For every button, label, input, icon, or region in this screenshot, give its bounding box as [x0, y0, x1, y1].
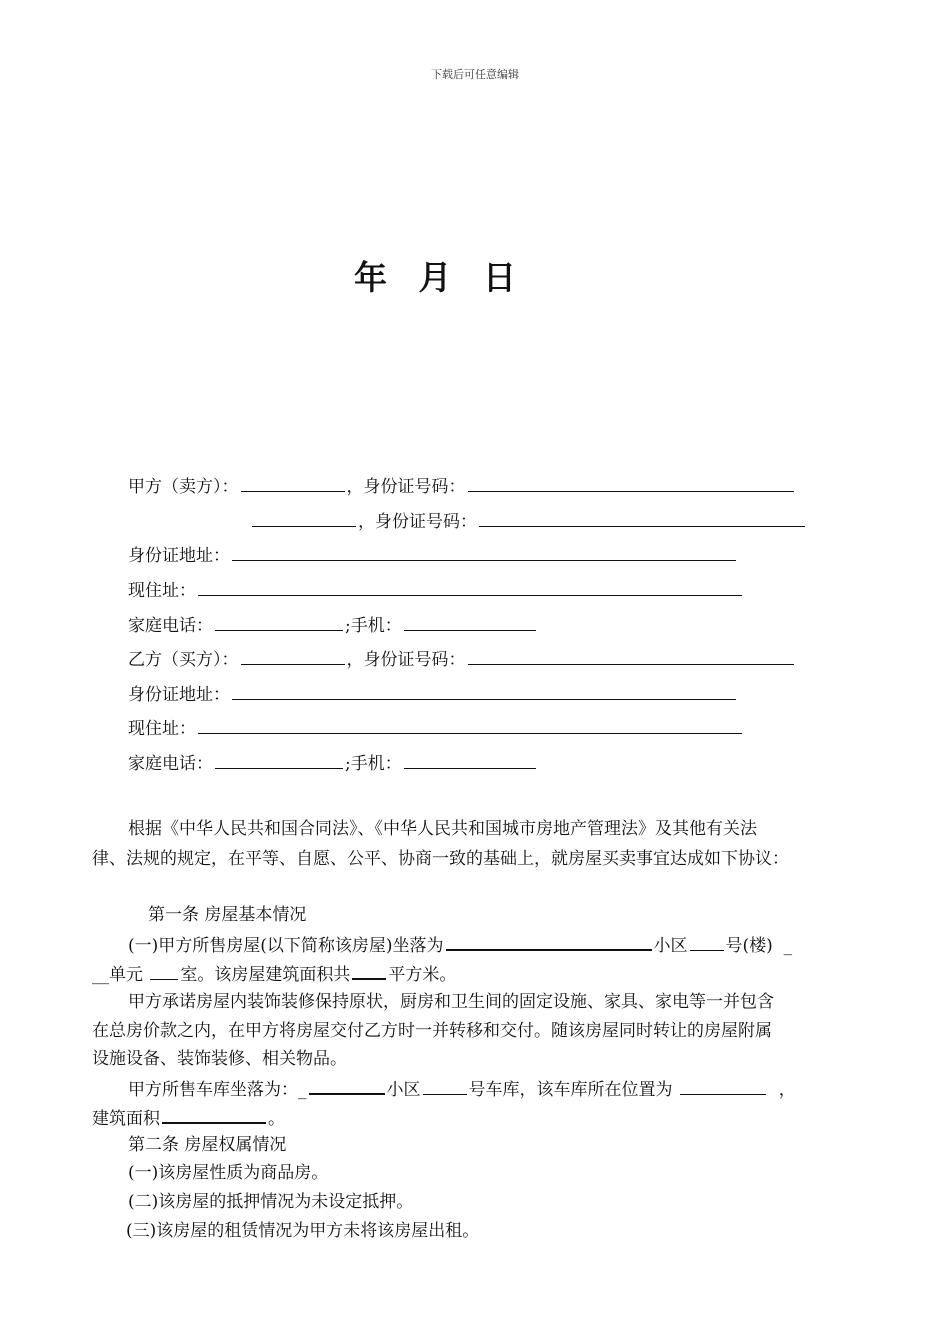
article1-garage-number-blank: [423, 1078, 467, 1095]
article1-garage-area-blank: [162, 1106, 266, 1124]
article1-p1-b: 小区: [653, 936, 688, 956]
article1-p1-a: (一)甲方所售房屋(以下简称该房屋)坐落为: [128, 936, 444, 956]
seller-name-blank: [241, 475, 345, 492]
article1-p6: [128, 1077, 796, 1101]
seller-phone-blank: [215, 614, 343, 631]
article1-p7: [92, 1106, 285, 1130]
seller-name2-blank: [252, 510, 356, 527]
article1-p6-e: ，: [778, 1080, 796, 1100]
article2-item3: (三)该房屋的租赁情况为甲方未将该房屋出租。: [126, 1221, 480, 1241]
seller-name2-line: [250, 510, 807, 533]
article1-p6-c: 小区: [386, 1080, 421, 1100]
article1-garage-position-blank: [680, 1078, 766, 1095]
article1-p6-d: 号车库，该车库所在位置为: [468, 1080, 673, 1100]
article2-item1: (一)该房屋性质为商品房。: [128, 1163, 329, 1183]
buyer-current-line: [128, 717, 744, 740]
buyer-current-blank: [198, 717, 742, 734]
intro-line-2: 律、法规的规定，在平等、自愿、公平、协商一致的基础上，就房屋买卖事宜达成如下协议：: [92, 849, 789, 869]
seller-label: 甲方（卖方）：: [128, 477, 239, 497]
seller-address-label: 身份证地址：: [128, 546, 230, 566]
article1-p7-b: 。: [268, 1109, 285, 1129]
seller-name-line: [128, 475, 796, 498]
seller-address-line: [128, 544, 738, 567]
article2-item2: (二)该房屋的抵押情况为未设定抵押。: [128, 1192, 414, 1212]
article1-p6-a: 甲方所售车库坐落为：: [128, 1080, 298, 1100]
seller-id2-blank: [479, 510, 805, 527]
article1-area-blank: [352, 962, 386, 980]
buyer-id-label: ，身份证号码：: [346, 650, 466, 670]
buyer-current-label: 现住址：: [128, 719, 196, 739]
buyer-phone-line: [128, 752, 538, 775]
buyer-address-line: [128, 683, 738, 706]
article1-p6-b: _: [298, 1080, 307, 1100]
buyer-address-blank: [232, 683, 736, 700]
buyer-address-label: 身份证地址：: [128, 685, 230, 705]
seller-id-label: ，身份证号码：: [346, 477, 466, 497]
article1-p2: [92, 962, 456, 986]
seller-mobile-blank: [404, 614, 536, 631]
article1-location-blank: [446, 933, 652, 951]
article2-title: 第二条 房屋权属情况: [128, 1135, 287, 1155]
article1-p2-b: 室。该房屋建筑面积共: [180, 965, 351, 985]
buyer-label: 乙方（买方）：: [128, 650, 239, 670]
buyer-name-blank: [241, 648, 345, 665]
buyer-mobile-label: ;手机：: [345, 754, 402, 774]
article1-p7-a: 建筑面积: [92, 1109, 160, 1129]
article1-room-blank: [150, 963, 178, 980]
article1-p1-c: 号(楼): [725, 936, 773, 956]
seller-phone-label: 家庭电话：: [128, 616, 213, 636]
article1-p1: [128, 933, 792, 957]
buyer-phone-blank: [215, 752, 343, 769]
seller-phone-line: [128, 614, 538, 637]
article1-number-blank: [690, 934, 724, 951]
seller-address-blank: [232, 544, 736, 561]
page-header: 下载后可任意编辑: [431, 68, 519, 81]
article1-p3: 甲方承诺房屋内装饰装修保持原状，厨房和卫生间的固定设施、家具、家电等一并包含: [128, 992, 774, 1012]
article1-title: 第一条 房屋基本情况: [148, 905, 307, 925]
article1-p2-c: 平方米。: [388, 965, 457, 985]
seller-mobile-label: ;手机：: [345, 616, 402, 636]
article1-p4: 在总房价款之内，在甲方将房屋交付乙方时一并转移和交付。随该房屋同时转让的房屋附属: [92, 1021, 772, 1041]
buyer-phone-label: 家庭电话：: [128, 754, 213, 774]
seller-current-label: 现住址：: [128, 581, 196, 601]
buyer-name-line: [128, 648, 796, 671]
seller-id-label2: ，身份证号码：: [358, 512, 477, 532]
date-title: 年 月 日: [354, 258, 526, 297]
buyer-mobile-blank: [404, 752, 536, 769]
intro-line-1: 根据《中华人民共和国合同法》、《中华人民共和国城市房地产管理法》及其他有关法: [128, 819, 757, 839]
seller-current-blank: [198, 579, 742, 596]
seller-id-blank: [468, 475, 794, 492]
article1-garage-location-blank: [309, 1077, 385, 1095]
article1-p5: 设施设备、装饰装修、相关物品。: [92, 1049, 347, 1069]
article1-p1-d: _: [783, 936, 793, 956]
article1-p2-a: __单元: [92, 965, 143, 985]
seller-current-line: [128, 579, 744, 602]
buyer-id-blank: [468, 648, 794, 665]
